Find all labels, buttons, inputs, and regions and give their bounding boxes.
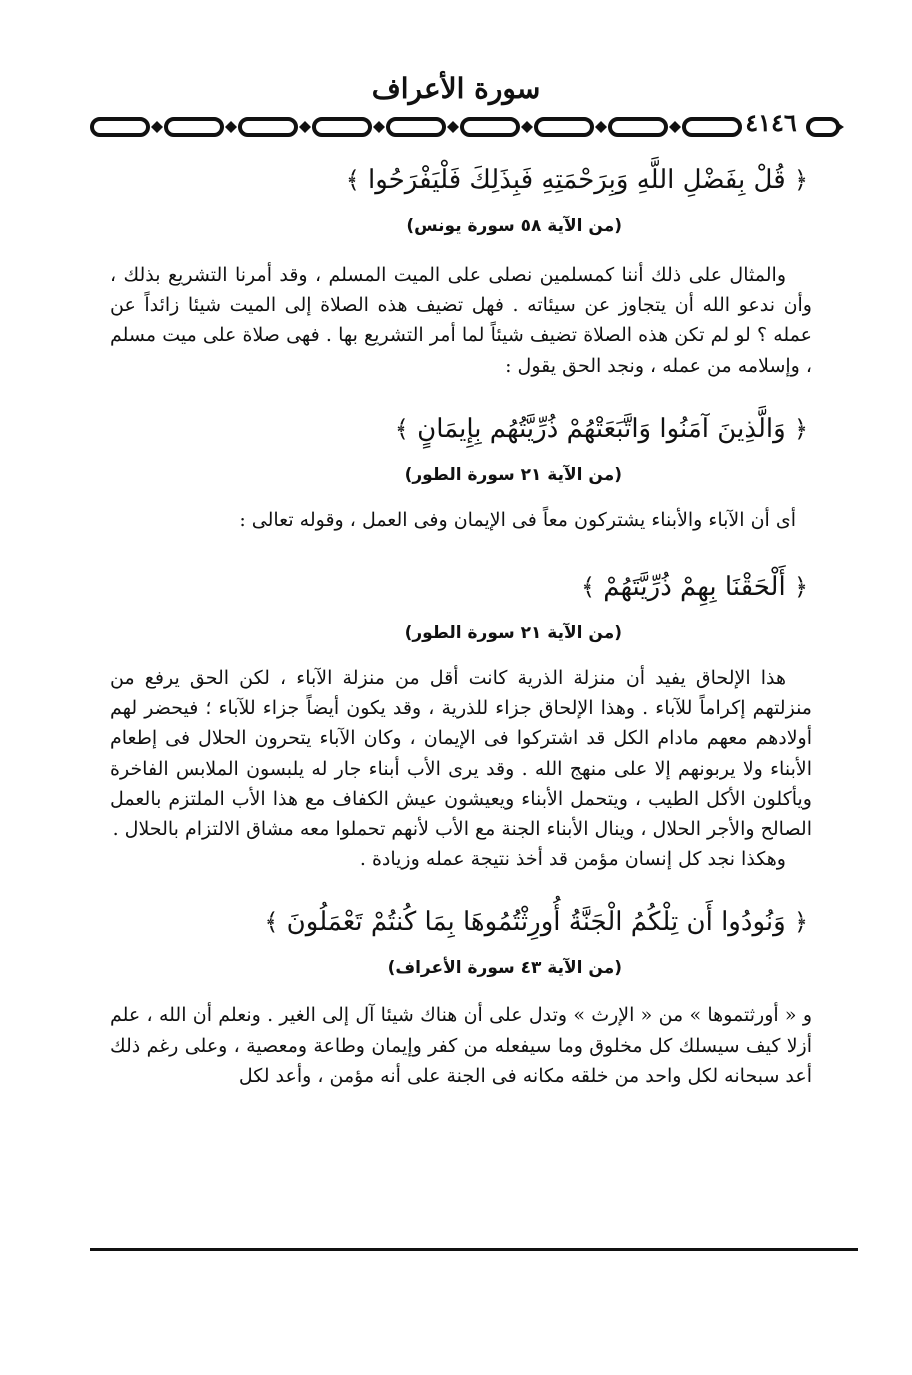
verse-open-bracket: ﴿ (793, 908, 808, 937)
quran-verse (110, 401, 812, 457)
paragraph: هذا الإلحاق يفيد أن منزلة الذرية كانت أقل من منزلة الآباء ، لكن الحق يرفع من منزلتهم إكراماً للآباء . وهذا الإلحاق جزاء للذرية ، وقد يكون أيضاً جزاء للآباء ؛ فيحضر لهم أولادهم معهم مادام الكل قد اشتركوا فى الإيمان ، وكان الآباء يتحرون الحلال فى إطعام الأبناء ولا يربونهم إلا على منهج الله . وقد يرى الأب أبناء جار له يلبسون الملابس الفاخرة ويأكلون الأكل الطيب ، ويتحمل الأبناء ويعيشون عيش الكفاف مع هذا الأب الملتزم بالعمل الصالح والأجر الحلال ، وينال الأبناء الجنة مع الأب لأنهم تحملوا معه مشاق الالتزام بالحلال . (110, 667, 812, 841)
verse-close-bracket: ﴾ (264, 908, 279, 937)
quran-verse (110, 894, 812, 950)
paragraph: وهكذا نجد كل إنسان مؤمن قد أخذ نتيجة عمله وزيادة . (359, 848, 786, 871)
verse-close-bracket: ﴾ (345, 166, 360, 194)
surah-title: سورة الأعراف (371, 72, 541, 105)
chain-end-ornament (806, 114, 846, 140)
verse-reference: (من الآية ٢١ سورة الطور) (404, 464, 622, 485)
verse-text: وَالَّذِينَ آمَنُوا وَاتَّبَعَتْهُمْ ذُرِّيَّتُهُم بِإِيمَانٍ (417, 413, 786, 444)
verse-close-bracket: ﴾ (394, 414, 409, 443)
verse-text: وَنُودُوا أَن تِلْكُمُ الْجَنَّةُ أُورِثْتُمُوهَا بِمَا كُنتُمْ تَعْمَلُونَ (286, 907, 786, 938)
verse-reference: (من الآية ٤٣ سورة الأعراف) (387, 958, 622, 979)
quran-verse (110, 559, 812, 615)
paragraph: والمثال على ذلك أننا كمسلمين نصلى على الميت المسلم ، وقد أمرنا التشريع بذلك ، وأن ندعو الله أن يتجاوز عن سيئاته . فهل تضيف هذه الصلاة إلى الميت شيئا زائداً عن عمله ؟ لو لم تكن هذه الصلاة تضيف شيئاً لما أمر التشريع بها . فهى صلاة على ميت مسلم ، وإسلامه من عمله ، ونجد الحق يقول : (110, 264, 812, 377)
verse-close-bracket: ﴾ (580, 573, 595, 602)
verse-text: أَلْحَقْنَا بِهِمْ ذُرِّيَّتَهُمْ (603, 572, 786, 603)
verse-reference: (من الآية ٢١ سورة الطور) (404, 623, 622, 644)
chain-ornament-divider (88, 114, 748, 140)
verse-open-bracket: ﴿ (793, 573, 808, 602)
page-content (110, 152, 812, 1091)
paragraph: أى أن الآباء والأبناء يشتركون معاً فى الإيمان وفى العمل ، وقوله تعالى : (239, 508, 796, 531)
footer-rule (90, 1248, 858, 1251)
verse-text: قُلْ بِفَضْلِ اللَّهِ وَبِرَحْمَتِهِ فَبِذَلِكَ فَلْيَفْرَحُوا (368, 165, 786, 195)
page-number: ٤١٤٦ (745, 108, 797, 137)
quran-verse (110, 152, 812, 208)
verse-reference: (من الآية ٥٨ سورة يونس) (406, 216, 622, 236)
verse-open-bracket: ﴿ (793, 166, 808, 194)
paragraph: و « أورثتموها » من « الإرث » وتدل على أن هناك شيئا آل إلى الغير . ونعلم أن الله ، علم أزلا كيف سيسلك كل مخلوق وما سيفعله من كفر وإيمان وطاعة ومعصية ، وعلى رغم ذلك أعد سبحانه لكل واحد من خلقه مكانه فى الجنة على أنه مؤمن ، وأعد لكل (110, 1004, 812, 1087)
verse-open-bracket: ﴿ (793, 414, 808, 443)
